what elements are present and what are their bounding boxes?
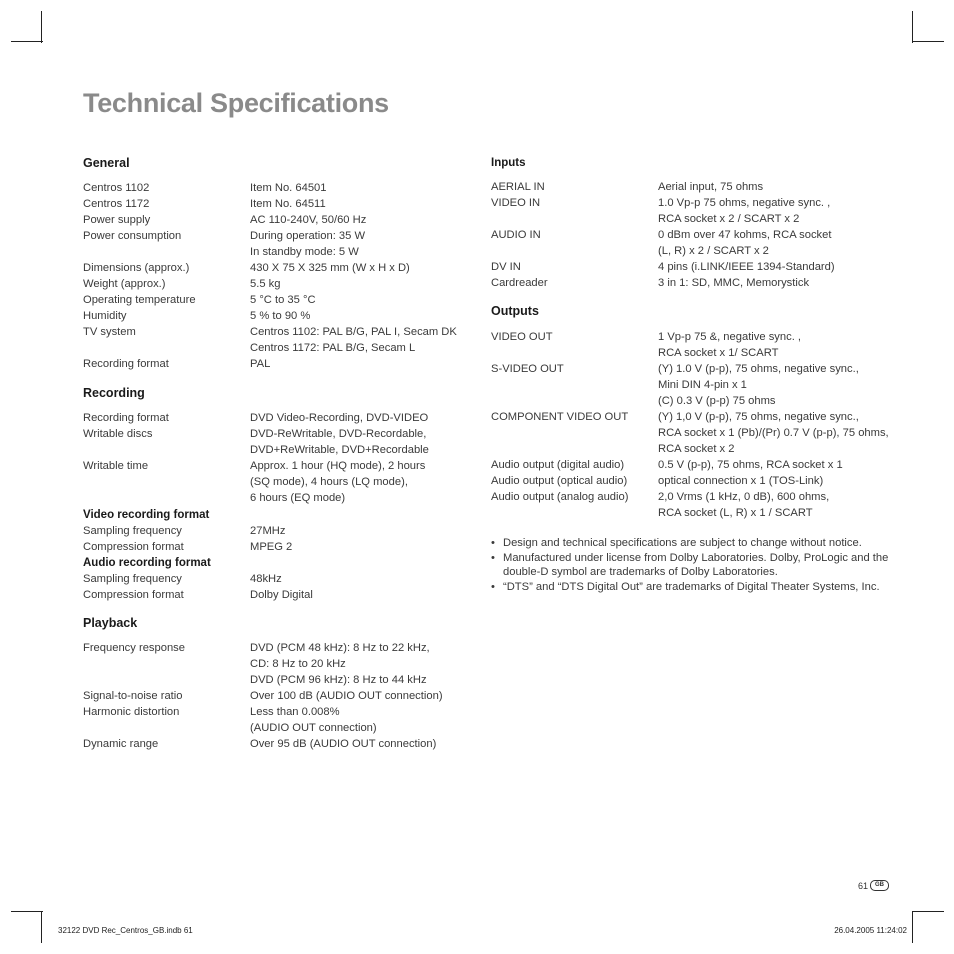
spec-value: Centros 1102: PAL B/G, PAL I, Secam DK (250, 326, 457, 338)
spec-value: 48kHz (250, 573, 282, 585)
spec-label: Operating temperature (83, 294, 196, 306)
crop-mark (11, 911, 43, 912)
spec-value: PAL (250, 358, 271, 370)
spec-value: Item No. 64501 (250, 182, 327, 194)
page-title: Technical Specifications (83, 88, 389, 118)
spec-value: CD: 8 Hz to 20 kHz (250, 658, 346, 670)
spec-label: Power supply (83, 214, 151, 226)
spec-value: In standby mode: 5 W (250, 246, 359, 258)
spec-label: VIDEO IN (491, 197, 541, 209)
section-heading-general: General (83, 156, 130, 170)
spec-value: DVD (PCM 48 kHz): 8 Hz to 22 kHz, (250, 642, 430, 654)
spec-value: 5 % to 90 % (250, 310, 311, 322)
notes-list (491, 536, 891, 594)
spec-value: MPEG 2 (250, 541, 293, 553)
spec-value: (Y) 1.0 V (p-p), 75 ohms, negative sync., (658, 363, 859, 375)
spec-value: DVD Video-Recording, DVD-VIDEO (250, 412, 429, 424)
spec-value: Approx. 1 hour (HQ mode), 2 hours (250, 460, 426, 472)
spec-value: 4 pins (i.LINK/IEEE 1394-Standard) (658, 261, 835, 273)
spec-label: DV IN (491, 261, 521, 273)
spec-label: S-VIDEO OUT (491, 363, 564, 375)
spec-label: VIDEO OUT (491, 331, 553, 343)
note-item: • Manufactured under license from Dolby Laboratories. Dolby, ProLogic and the double-D symbol are trademarks of Dolby Laboratories. (491, 551, 891, 580)
spec-value: 0.5 V (p-p), 75 ohms, RCA socket x 1 (658, 459, 843, 471)
spec-value: optical connection x 1 (TOS-Link) (658, 475, 824, 487)
spec-value: Over 95 dB (AUDIO OUT connection) (250, 738, 437, 750)
spec-value: RCA socket x 1 (Pb)/(Pr) 0.7 V (p-p), 75 ohms, (658, 427, 889, 439)
spec-value: RCA socket x 1/ SCART (658, 347, 779, 359)
spec-value: RCA socket x 2 / SCART x 2 (658, 213, 800, 225)
spec-value: Centros 1172: PAL B/G, Secam L (250, 342, 416, 354)
page-number (858, 880, 889, 891)
spec-value: 3 in 1: SD, MMC, Memorystick (658, 277, 810, 289)
spec-value: RCA socket x 2 (658, 443, 735, 455)
spec-value: Dolby Digital (250, 589, 313, 601)
crop-mark (912, 911, 944, 912)
spec-label: AUDIO IN (491, 229, 541, 241)
spec-label: Signal-to-noise ratio (83, 690, 183, 702)
spec-value: Less than 0.008% (250, 706, 340, 718)
section-heading-outputs: Outputs (491, 304, 539, 318)
spec-label: Frequency response (83, 642, 185, 654)
spec-value: Aerial input, 75 ohms (658, 181, 764, 193)
note-item: • “DTS” and “DTS Digital Out” are trademarks of Digital Theater Systems, Inc. (491, 580, 891, 595)
spec-label: Audio output (optical audio) (491, 475, 628, 487)
spec-value: 0 dBm over 47 kohms, RCA socket (658, 229, 832, 241)
spec-value: 1.0 Vp-p 75 ohms, negative sync. , (658, 197, 831, 209)
spec-label: Recording format (83, 358, 169, 370)
spec-label: Sampling frequency (83, 525, 182, 537)
spec-value: DVD+ReWritable, DVD+Recordable (250, 444, 429, 456)
footer-file-info: 32122 DVD Rec_Centros_GB.indb 61 (58, 926, 193, 935)
spec-label: Compression format (83, 589, 184, 601)
spec-label: Weight (approx.) (83, 278, 166, 290)
spec-label: Sampling frequency (83, 573, 182, 585)
spec-value: AC 110-240V, 50/60 Hz (250, 214, 367, 226)
spec-value: DVD-ReWritable, DVD-Recordable, (250, 428, 427, 440)
spec-value: (C) 0.3 V (p-p) 75 ohms (658, 395, 776, 407)
spec-label: TV system (83, 326, 136, 338)
subheading-video-recording-format: Video recording format (83, 509, 210, 521)
spec-value: Over 100 dB (AUDIO OUT connection) (250, 690, 443, 702)
spec-label: Centros 1102 (83, 182, 150, 194)
spec-label: Harmonic distortion (83, 706, 180, 718)
spec-value: 5.5 kg (250, 278, 281, 290)
spec-label: Writable discs (83, 428, 153, 440)
crop-mark (912, 911, 913, 943)
crop-mark (11, 41, 43, 42)
note-item: • Design and technical specifications are subject to change without notice. (491, 536, 891, 551)
spec-value: During operation: 35 W (250, 230, 366, 242)
country-badge: GB (870, 880, 889, 891)
spec-label: Dimensions (approx.) (83, 262, 190, 274)
crop-mark (912, 11, 913, 43)
spec-label: Recording format (83, 412, 169, 424)
spec-label: Power consumption (83, 230, 182, 242)
spec-label: Centros 1172 (83, 198, 150, 210)
spec-label: Dynamic range (83, 738, 159, 750)
spec-value: 6 hours (EQ mode) (250, 492, 346, 504)
section-heading-recording: Recording (83, 386, 145, 400)
subheading-audio-recording-format: Audio recording format (83, 557, 211, 569)
spec-value: DVD (PCM 96 kHz): 8 Hz to 44 kHz (250, 674, 427, 686)
spec-label: Compression format (83, 541, 184, 553)
spec-label: Cardreader (491, 277, 548, 289)
spec-value: Item No. 64511 (250, 198, 326, 210)
spec-label: Audio output (analog audio) (491, 491, 629, 503)
footer-timestamp: 26.04.2005 11:24:02 (834, 926, 907, 935)
spec-value: Mini DIN 4-pin x 1 (658, 379, 747, 391)
crop-mark (41, 11, 42, 43)
crop-mark (912, 41, 944, 42)
spec-label: Humidity (83, 310, 127, 322)
spec-value: 2,0 Vrms (1 kHz, 0 dB), 600 ohms, (658, 491, 830, 503)
crop-mark (41, 911, 42, 943)
spec-value: RCA socket (L, R) x 1 / SCART (658, 507, 813, 519)
spec-label: Writable time (83, 460, 149, 472)
section-heading-playback: Playback (83, 616, 138, 630)
spec-value: 27MHz (250, 525, 286, 537)
spec-value: (L, R) x 2 / SCART x 2 (658, 245, 769, 257)
spec-value: (Y) 1,0 V (p-p), 75 ohms, negative sync., (658, 411, 859, 423)
spec-label: AERIAL IN (491, 181, 545, 193)
spec-value: 5 °C to 35 °C (250, 294, 316, 306)
spec-value: (AUDIO OUT connection) (250, 722, 377, 734)
spec-value: 430 X 75 X 325 mm (W x H x D) (250, 262, 410, 274)
spec-label: Audio output (digital audio) (491, 459, 625, 471)
spec-value: 1 Vp-p 75 &, negative sync. , (658, 331, 802, 343)
section-heading-inputs: Inputs (491, 157, 526, 169)
page-number-text: 61 (858, 880, 869, 891)
spec-label: COMPONENT VIDEO OUT (491, 411, 629, 423)
spec-value: (SQ mode), 4 hours (LQ mode), (250, 476, 408, 488)
